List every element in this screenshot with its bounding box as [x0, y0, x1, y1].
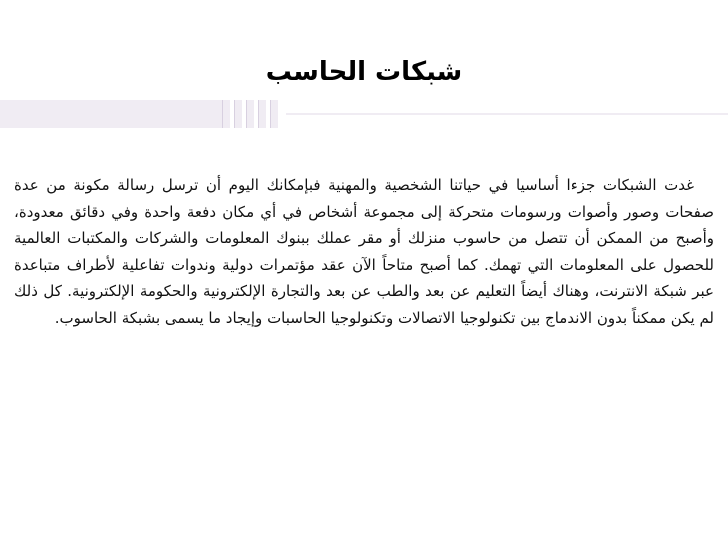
- bar-square: [258, 100, 266, 128]
- decorative-header-bar: [0, 100, 728, 128]
- slide-title: شبكات الحاسب: [265, 57, 463, 87]
- bar-block: [0, 100, 222, 128]
- body-paragraph: غدت الشبكات جزءا أساسيا في حياتنا الشخصية والمهنية فبإمكانك اليوم أن ترسل رسالة مكونة من عدة صفحات وصور وأصوات ورسومات متحركة إلى مجموعة أشخاص في أي مكان دفعة واحدة وفي دقائق معدودة، وأصبح من الممكن أن تتصل من حاسوب منزلك أو مقر عملك ببنوك المعلومات والشركات والمكتبات العالمية للحصول على المعلومات التي تهمك. كما أصبح متاحاً الآن عقد مؤتمرات دولية وندوات تفاعلية لأطراف متباعدة عبر شبكة الانترنت، وهناك أيضاً التعليم عن بعد والطب عن بعد والتجارة الإلكترونية والحكومة الإلكترونية. كل ذلك لم يكن ممكناً بدون الاندماج بين تكنولوجيا الاتصالات وتكنولوجيا الحاسبات وإيجاد ما يسمى بشبكة الحاسوب.: [14, 176, 714, 327]
- slide-body: [14, 172, 714, 331]
- bar-squares: [222, 100, 286, 128]
- bar-square: [222, 100, 230, 128]
- bar-line: [286, 113, 728, 115]
- bar-square: [246, 100, 254, 128]
- bar-square: [234, 100, 242, 128]
- bar-square: [270, 100, 278, 128]
